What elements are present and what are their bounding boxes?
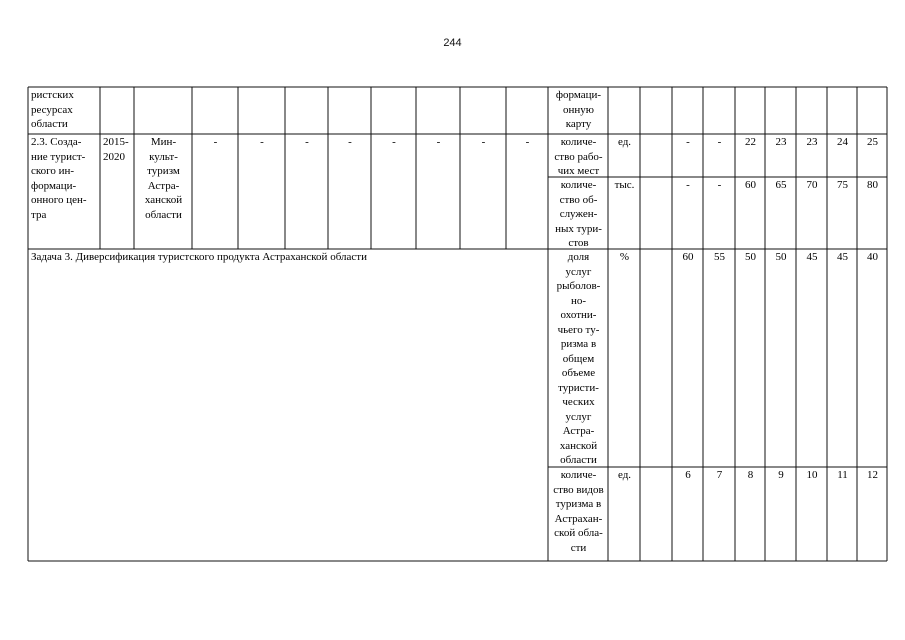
indicator-name-cell-line: количе- (560, 136, 597, 148)
value-cell (641, 468, 672, 561)
indicator-name-cell-line: ханской (559, 439, 598, 452)
indicator-cell-continued (549, 88, 608, 134)
indicator-name-cell-line: Астрахан- (554, 512, 603, 525)
task-cell-continued (29, 88, 100, 134)
indicator-name-cell-line: ство об- (559, 193, 598, 206)
value-cell: 45 (806, 251, 818, 263)
value-cell: 12 (867, 469, 878, 481)
indicator-name-cell-line: услуг (565, 265, 592, 278)
period-cell-line: 2015- (103, 136, 129, 148)
value-cell (641, 250, 672, 467)
period-cell (101, 135, 134, 249)
indicator-cell-continued-line: карту (565, 118, 592, 130)
task-cell-continued-line: ресурсах (31, 103, 73, 116)
value-cell: 23 (806, 136, 818, 148)
executor-cell-line: ханской (144, 194, 183, 206)
executor-cell-line: Мин- (150, 136, 177, 148)
executor-cell-line: Астра- (147, 179, 180, 192)
finance-cell: - (260, 136, 264, 148)
indicator-name-cell-line: чих мест (557, 165, 600, 177)
value-cell: 24 (837, 136, 848, 148)
task-cell-continued-line: области (31, 118, 68, 130)
value-cell: 65 (775, 179, 787, 191)
indicator-name-cell-line: количе- (560, 469, 597, 481)
indicator-name-cell-line: ство видов (553, 483, 604, 496)
executor-cell-line: туризм (147, 165, 180, 177)
finance-cell: - (525, 136, 530, 148)
value-cell: 40 (867, 251, 878, 263)
indicator-name-cell-line: ных тури- (555, 222, 602, 235)
value-cell (641, 135, 672, 177)
value-cell: 11 (837, 469, 848, 481)
value-cell: 7 (716, 469, 723, 481)
finance-cell: - (213, 136, 218, 148)
event-name-cell-line: формаци- (31, 179, 77, 192)
indicator-name-cell (549, 178, 608, 249)
value-cell (641, 178, 672, 249)
value-cell: 50 (745, 251, 756, 263)
value-cell: 75 (837, 179, 848, 191)
event-name-cell-line: 2.3. Созда- (31, 136, 82, 148)
indicator-name-cell-line: ризма в (560, 338, 597, 350)
value-cell: 80 (867, 179, 878, 191)
indicator-name-cell-line: услуг (565, 410, 592, 423)
indicator-name-cell-line: чьего ту- (557, 323, 600, 336)
finance-cell: - (348, 136, 352, 148)
indicator-name-cell-line: количе- (560, 179, 597, 191)
unit-cell: тыс. (614, 179, 635, 191)
executor-cell-line: культ- (149, 150, 178, 163)
value-cell: 60 (745, 179, 756, 191)
event-name-cell-line: онного цен- (31, 194, 87, 206)
indicator-name-cell-line: объеме (561, 367, 596, 379)
indicator-name-cell-line: ской обла- (554, 527, 603, 539)
indicator-name-cell-line: охотни- (560, 309, 597, 321)
indicator-name-cell-line: стов (568, 237, 589, 249)
value-cell: - (686, 136, 690, 148)
unit-cell: ед. (617, 136, 632, 148)
indicator-name-cell-line: рыболов- (556, 280, 601, 292)
indicator-name-cell-line: ческих (562, 396, 595, 408)
value-cell: 23 (775, 136, 787, 148)
indicator-name-cell-line: сти (570, 541, 587, 554)
event-name-cell-line: тра (31, 208, 47, 221)
indicator-name-cell-line: но- (570, 294, 587, 307)
indicator-name-cell-line: туризма в (555, 498, 602, 510)
value-cell: 8 (747, 469, 754, 481)
event-name-cell-line: ского ин- (31, 165, 75, 177)
event-name-cell (29, 135, 100, 249)
value-cell: 60 (682, 251, 694, 263)
value-cell: 25 (867, 136, 878, 148)
value-cell: 55 (714, 251, 725, 263)
finance-cell: - (305, 136, 309, 148)
unit-cell: ед. (617, 469, 632, 481)
indicator-name-cell-line: ство рабо- (554, 150, 603, 163)
indicator-name-cell (549, 250, 608, 467)
task-cell-continued-line: ристских (31, 89, 74, 101)
indicator-name-cell-line: доля (567, 251, 590, 263)
event-name-cell-line: ние турист- (31, 150, 86, 163)
value-cell: 45 (837, 251, 848, 263)
value-cell: 6 (685, 469, 691, 481)
indicator-name-cell-line: Астра- (562, 425, 595, 437)
unit-cell: % (619, 251, 630, 263)
finance-cell: - (481, 136, 486, 148)
indicator-cell-continued-line: формаци- (555, 89, 602, 101)
executor-cell-line: области (145, 208, 182, 221)
finance-cell: - (436, 136, 441, 148)
value-cell: - (717, 179, 722, 191)
value-cell: 10 (806, 469, 818, 481)
value-cell: 9 (778, 469, 784, 481)
page-number: 244 (443, 37, 462, 49)
period-cell-line: 2020 (103, 150, 125, 163)
value-cell: - (686, 179, 690, 191)
indicator-name-cell-line: общем (562, 352, 595, 365)
value-cell: 22 (745, 136, 756, 148)
value-cell: - (717, 136, 722, 148)
indicator-name-cell-line: служен- (559, 208, 598, 220)
indicator-name-cell (549, 468, 608, 561)
executor-cell (135, 135, 192, 249)
finance-cell: - (392, 136, 396, 148)
value-cell: 50 (775, 251, 787, 263)
indicator-name-cell-line: области (560, 454, 597, 466)
indicator-name-cell-line: туристи- (558, 381, 599, 394)
value-cell: 70 (806, 179, 818, 191)
indicator-name-cell (549, 135, 608, 177)
task-heading-cell: Задача 3. Диверсификация туристского продукта Астраханской области (31, 251, 367, 263)
indicator-cell-continued-line: онную (563, 103, 594, 116)
